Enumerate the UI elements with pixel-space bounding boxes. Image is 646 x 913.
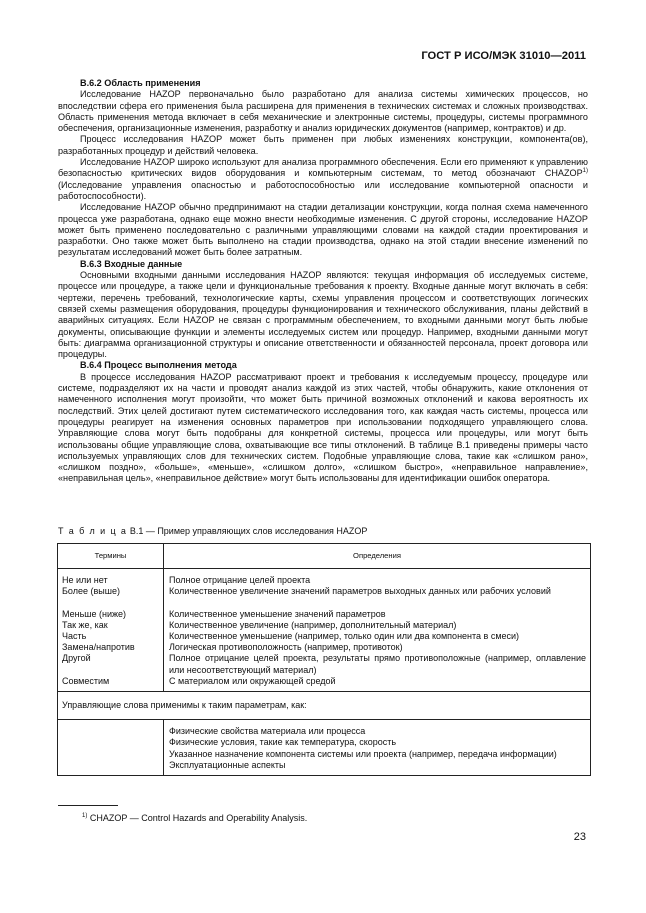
params-empty-cell xyxy=(58,720,164,776)
table-definition: Количественное увеличение (например, дополнительный материал) xyxy=(169,619,457,630)
params-list xyxy=(164,720,591,776)
paragraph: В процессе исследования HAZOP рассматривают проект и требования к исследуемым процессу, процедуре или системе, подразделяют их на части и проводят анализ каждой из этих частей, чтобы обнаружить, какие отклонения от намеченного исполнения могут произойти, что может быть причиной возможных отклонений и какова вероятность их последствий. Этих целей достигают путем систематического исследования того, как каждая часть системы, процесса или процедуры реагирует на изменения основных параметров при использовании подходящего управляющего слова. Управляющие слова могут быть подобраны для конкретной системы, процесса или процедуры, или могут быть использованы общие управляющие слова, охватывающие все типы отклонений. В таблице B.1 приведены примеры часто используемых управляющих слов для технических систем. Подобные управляющие слова, такие как «слишком рано», «слишком поздно», «больше», «меньше», «слишком долго», «слишком быстро», «неправильное направление», «неправильная цель», «неправильное действие» могут быть использованы для идентификации ошибок оператора. xyxy=(58,371,588,484)
table-parameter: Эксплуатационные аспекты xyxy=(169,759,286,770)
params-note: Управляющие слова применимы к таким параметрам, как: xyxy=(58,692,591,720)
footnote xyxy=(82,813,307,823)
table-term: Другой xyxy=(62,653,91,664)
table-definition: Количественное уменьшение значений параметров xyxy=(169,608,386,619)
footnote-text: CHAZOP — Control Hazards and Operability Analysis. xyxy=(89,813,308,823)
paragraph: Исследование HAZOP обычно предпринимают на стадии детализации конструкции, когда полная схема намеченного процесса уже разработана, однако еще можно внести необходимые изменения. С другой стороны, исследование HAZOP может быть применено последовательно с различными управляющими словами на каждой стадии проектирования и разработки. Оно также может быть выполнено на стадии производства, однако на этой стадии внесение изменений по результатам исследований может быть более затратным. xyxy=(58,202,588,258)
table-definition: Логическая противоположность (например, противоток) xyxy=(169,642,403,653)
table-term: Так же, как xyxy=(62,619,108,630)
table-definition: Полное отрицание целей проекта xyxy=(169,575,311,585)
footnote-divider xyxy=(58,805,118,806)
column-header-definitions: Определения xyxy=(164,544,591,569)
table-parameter: Физические условия, такие как температура, скорость xyxy=(169,737,397,748)
table-caption xyxy=(58,526,367,536)
section-heading-scope: B.6.2 Область применения xyxy=(80,78,201,88)
paragraph: Процесс исследования HAZOP может быть применен при любых изменениях конструкции, компонента(ов), разработанных процедур и действий человека. xyxy=(58,134,588,156)
table-term: Часть xyxy=(62,630,87,641)
document-header: ГОСТ Р ИСО/МЭК 31010—2011 xyxy=(421,50,586,62)
table-body-row xyxy=(58,569,591,692)
column-header-terms: Термины xyxy=(58,544,164,569)
footnote-ref: 1) xyxy=(582,168,588,175)
table-caption-text: B.1 — Пример управляющих слов исследования HAZOP xyxy=(129,526,368,536)
terms-cell xyxy=(58,569,164,692)
table-caption-prefix: Т а б л и ц а xyxy=(58,526,128,536)
table-term: Совместим xyxy=(62,675,110,686)
footnote-mark: 1) xyxy=(82,813,88,819)
paragraph: Основными входными данными исследования HAZOP являются: текущая информация об исследуемых системе, процессе или процедуре, а также цели и функциональные требования к проекту. Входные данные могут включать в себя: чертежи, перечень требований, технологические карты, схемы управления процессом и соответствующих логических связей схемы размещения оборудования, процедуры функционирования и технического обслуживания, планы действий в аварийных ситуациях. Если HAZOP не связан с программным обеспечением, то входными данными могут быть любые документы, описывающие функции и элементы исследуемых систем или процедур. Например, входными данными могут быть: диаграмма организационной структуры и описание ответственности и обязанностей персонала, проект договора или процедуры. xyxy=(58,270,588,360)
table-definition: С материалом или окружающей средой xyxy=(169,675,336,686)
paragraph xyxy=(58,157,588,202)
paragraph-text: Исследование HAZOP широко используют для анализа программного обеспечения. Если его применяют к управлению безопасностью критических видов оборудования и компьютерным системам, то метод обозначают CHAZOP xyxy=(58,157,588,179)
table-definition: Полное отрицание целей проекта, результаты прямо противоположные (например, оплавление или несоответствующий материал) xyxy=(169,653,586,675)
definitions-cell xyxy=(164,569,591,692)
table-term: Меньше (ниже) xyxy=(62,608,127,619)
params-note-row xyxy=(58,692,591,720)
table-definition: Количественное увеличение значений параметров выходных данных или рабочих условий xyxy=(169,586,551,597)
paragraph: Исследование HAZOP первоначально было разработано для анализа системы химических процессов, но впоследствии сфера его применения была расширена для применения в технических системах и сложных производствах. Область применения метода включает в себя механические и электронные системы, процедуры, системы программного обеспечения, организационные изменения, разработку и анализ юридических документов (например, контрактов) и др. xyxy=(58,89,588,134)
hazop-guide-words-table xyxy=(57,543,591,776)
main-content xyxy=(58,78,588,485)
table-term: Замена/напротив xyxy=(62,642,135,653)
table-term: Не или нет xyxy=(62,575,108,585)
section-heading-inputs: B.6.3 Входные данные xyxy=(80,258,183,269)
table-parameter: Физические свойства материала или процесса xyxy=(169,726,366,737)
section-heading-process: B.6.4 Процесс выполнения метода xyxy=(80,360,237,371)
params-row xyxy=(58,720,591,776)
table-header-row xyxy=(58,544,591,569)
paragraph-text: (Исследование управления опасностью и работоспособностью или исследование компьютерной опасности и работоспособности). xyxy=(58,179,588,201)
page-number: 23 xyxy=(573,831,586,843)
table-definition: Количественное уменьшение (например, только один или два компонента в смеси) xyxy=(169,631,520,641)
table-term: Более (выше) xyxy=(62,586,120,597)
table-parameter: Указанное назначение компонента системы или проекта (например, передача информации) xyxy=(169,748,557,759)
